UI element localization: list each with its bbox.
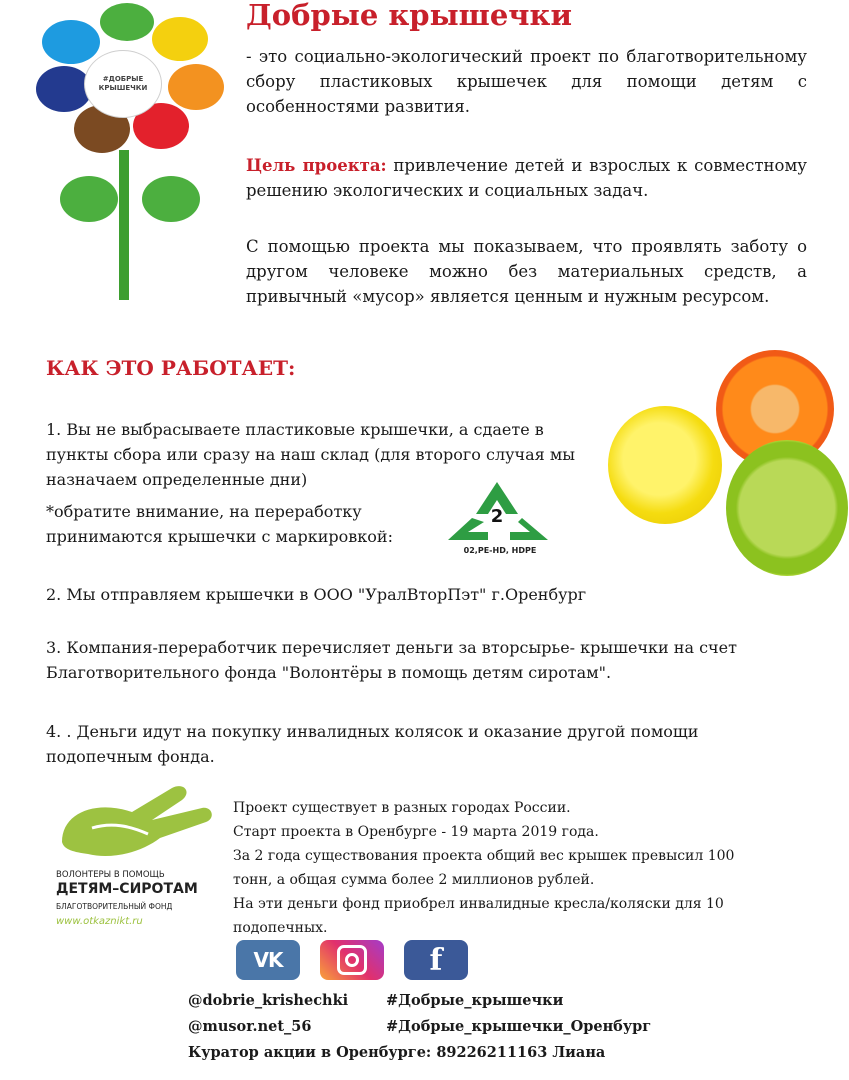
bottle-caps-image xyxy=(600,350,849,580)
step-4: 4. . Деньги идут на покупку инвалидных колясок и оказание другой помощи подопечным фонда. xyxy=(46,722,699,766)
page-title: Добрые крышечки xyxy=(246,0,572,32)
fact-2: Старт проекта в Оренбурге - 19 марта 2019 года. xyxy=(233,824,599,840)
recycle-icon xyxy=(438,478,556,562)
goal-label: Цель проекта: xyxy=(246,156,387,175)
how-it-works-heading: КАК ЭТО РАБОТАЕТ: xyxy=(46,356,296,380)
fund-name-line1: ВОЛОНТЕРЫ В ПОМОЩЬ xyxy=(56,870,165,880)
fund-logo xyxy=(52,782,222,942)
fund-name-line3: БЛАГОТВОРИТЕЛЬНЫЙ ФОНД xyxy=(56,902,173,911)
logo-petal-yellow xyxy=(152,17,208,61)
instagram-account-2[interactable]: @musor.net_56 xyxy=(188,1018,312,1035)
fact-3: За 2 года существования проекта общий вес крышек превысил 100 тонн, а общая сумма более 2 миллионов рублей. xyxy=(233,848,735,888)
project-logo xyxy=(0,0,240,310)
fund-name-line2: ДЕТЯМ–СИРОТАМ xyxy=(56,881,198,897)
yellow-cap xyxy=(608,406,722,524)
intro-paragraph: - это социально-экологический проект по благотворительному сбору пластиковых крышечек для помощи детям с особенностями развития. xyxy=(246,47,807,116)
goal-text: привлечение детей и взрослых к совместному решению экологических и социальных задач. xyxy=(246,156,807,200)
logo-petal-orange xyxy=(168,64,224,110)
instagram-icon xyxy=(337,945,367,975)
facebook-button[interactable] xyxy=(404,940,468,980)
fact-4: На эти деньги фонд приобрел инвалидные кресла/коляски для 10 подопечных. xyxy=(233,896,724,936)
logo-stem xyxy=(119,150,129,300)
step-3: 3. Компания-переработчик перечисляет деньги за вторсырье- крышечки на счет Благотворительного фонда "Волонтёры в помощь детям сиротам". xyxy=(46,638,737,682)
logo-petal-green-top xyxy=(100,3,154,41)
fund-site: www.otkaznikt.ru xyxy=(56,916,143,927)
hand-logo-icon xyxy=(52,782,222,872)
recycle-label: 02,PE-HD, HDPE xyxy=(463,546,537,555)
message-paragraph: С помощью проекта мы показываем, что проявлять заботу о другом человеке можно без материальных средств, а привычный «мусор» является ценным и нужным ресурсом. xyxy=(246,237,807,306)
project-facts xyxy=(233,796,778,940)
facebook-icon: f xyxy=(429,942,443,978)
hashtag-1[interactable]: #Добрые_крышечки xyxy=(386,992,564,1009)
curator-contact: Куратор акции в Оренбурге: 89226211163 Лиана xyxy=(188,1044,606,1061)
vk-icon: VK xyxy=(253,948,283,972)
logo-hashtag: #ДОБРЫЕ КРЫШЕЧКИ xyxy=(84,50,162,118)
instagram-button[interactable] xyxy=(320,940,384,980)
hashtag-2[interactable]: #Добрые_крышечки_Оренбург xyxy=(386,1018,652,1035)
logo-leaf-left xyxy=(60,176,118,222)
logo-leaf-right xyxy=(142,176,200,222)
step-1: 1. Вы не выбрасываете пластиковые крышечки, а сдаете в пункты сбора или сразу на наш склад (для второго случая мы назначаем определенные дни) xyxy=(46,420,576,489)
green-cap xyxy=(726,440,848,576)
instagram-lens-icon xyxy=(345,953,359,967)
fact-1: Проект существует в разных городах России. xyxy=(233,800,571,816)
step-2: 2. Мы отправляем крышечки в ООО "УралВторПэт" г.Оренбург xyxy=(46,585,587,604)
recycle-number: 2 xyxy=(490,506,504,527)
vk-button[interactable] xyxy=(236,940,300,980)
logo-petal-blue xyxy=(42,20,100,64)
goal-paragraph xyxy=(246,153,807,203)
step-1-note: *обратите внимание, на переработку принимаются крышечки с маркировкой: xyxy=(46,502,393,546)
instagram-account-1[interactable]: @dobrie_krishechki xyxy=(188,992,349,1009)
